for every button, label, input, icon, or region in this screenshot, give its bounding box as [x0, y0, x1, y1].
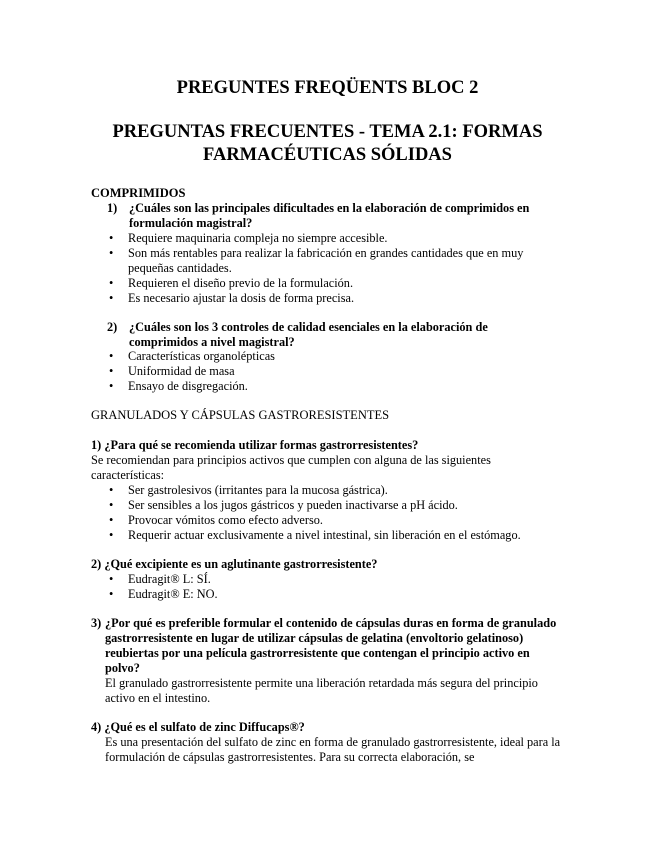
question-granulados-4: 4) ¿Qué es el sulfato de zinc Diffucaps®?	[91, 720, 305, 734]
answer-granulados-4: Es una presentación del sulfato de zinc en forma de granulado gastrorresistente, ideal para la formulación de cápsulas gastrorresistentes. Para su correcta elaboración, se	[105, 735, 561, 764]
list-item: • Eudragit® L: SÍ.	[128, 572, 558, 587]
question-text: ¿Por qué es preferible formular el contenido de cápsulas duras en forma de granulado gastrorresistente en lugar de utilizar cápsulas de gelatina (envoltorio gelatinoso) reubiertas por una película gastrorresistente que contengan el principio activo en polvo?	[105, 616, 557, 675]
question-text: ¿Cuáles son los 3 controles de calidad esenciales en la elaboración de comprimidos a nivel magistral?	[129, 320, 488, 349]
topic-title-line-2: FARMACÉUTICAS SÓLIDAS	[203, 145, 452, 165]
topic-title-line-1: PREGUNTAS FRECUENTES - TEMA 2.1: FORMAS	[112, 122, 543, 142]
document-title: PREGUNTES FREQÜENTS BLOC 2	[176, 78, 479, 98]
answer-granulados-3: El granulado gastrorresistente permite una liberación retardada más segura del principio activo en el intestino.	[105, 676, 538, 705]
question-comprimidos-2	[107, 320, 517, 350]
answer-granulados-1: Se recomiendan para principios activos que cumplen con alguna de las siguientes características:	[91, 453, 491, 482]
list-item: • Requiere maquinaria compleja no siempre accesible.	[128, 231, 558, 246]
question-granulados-2: 2) ¿Qué excipiente es un aglutinante gastrorresistente?	[91, 557, 378, 571]
list-item: • Requerir actuar exclusivamente a nivel intestinal, sin liberación en el estómago.	[128, 528, 558, 543]
question-text: ¿Cuáles son las principales dificultades en la elaboración de comprimidos en formulación magistral?	[129, 201, 530, 230]
question-granulados-1: 1) ¿Para qué se recomienda utilizar formas gastrorresistentes?	[91, 438, 419, 452]
list-item: • Son más rentables para realizar la fabricación en grandes cantidades que en muy pequeñas cantidades.	[128, 246, 558, 276]
list-item: • Ensayo de disgregación.	[128, 379, 558, 394]
list-item: • Uniformidad de masa	[128, 364, 558, 379]
question-comprimidos-1	[107, 201, 562, 231]
section-heading-comprimidos: COMPRIMIDOS	[91, 186, 186, 200]
question-number: 1)	[107, 201, 118, 215]
bullet-list-granulados-1	[128, 483, 558, 543]
list-item: • Es necesario ajustar la dosis de forma precisa.	[128, 291, 558, 306]
list-item: • Características organolépticas	[128, 349, 558, 364]
question-number: 3)	[91, 616, 102, 630]
list-item: • Eudragit® E: NO.	[128, 587, 558, 602]
list-item: • Provocar vómitos como efecto adverso.	[128, 513, 558, 528]
question-number: 2)	[107, 320, 118, 334]
bullet-list-comprimidos-2	[128, 349, 558, 394]
section-heading-granulados: GRANULADOS Y CÁPSULAS GASTRORESISTENTES	[91, 408, 390, 422]
list-item: • Requieren el diseño previo de la formulación.	[128, 276, 558, 291]
question-granulados-3	[91, 616, 566, 676]
list-item: • Ser gastrolesivos (irritantes para la mucosa gástrica).	[128, 483, 558, 498]
list-item: • Ser sensibles a los jugos gástricos y pueden inactivarse a pH ácido.	[128, 498, 558, 513]
bullet-list-comprimidos-1	[128, 231, 558, 306]
bullet-list-granulados-2	[128, 572, 558, 602]
